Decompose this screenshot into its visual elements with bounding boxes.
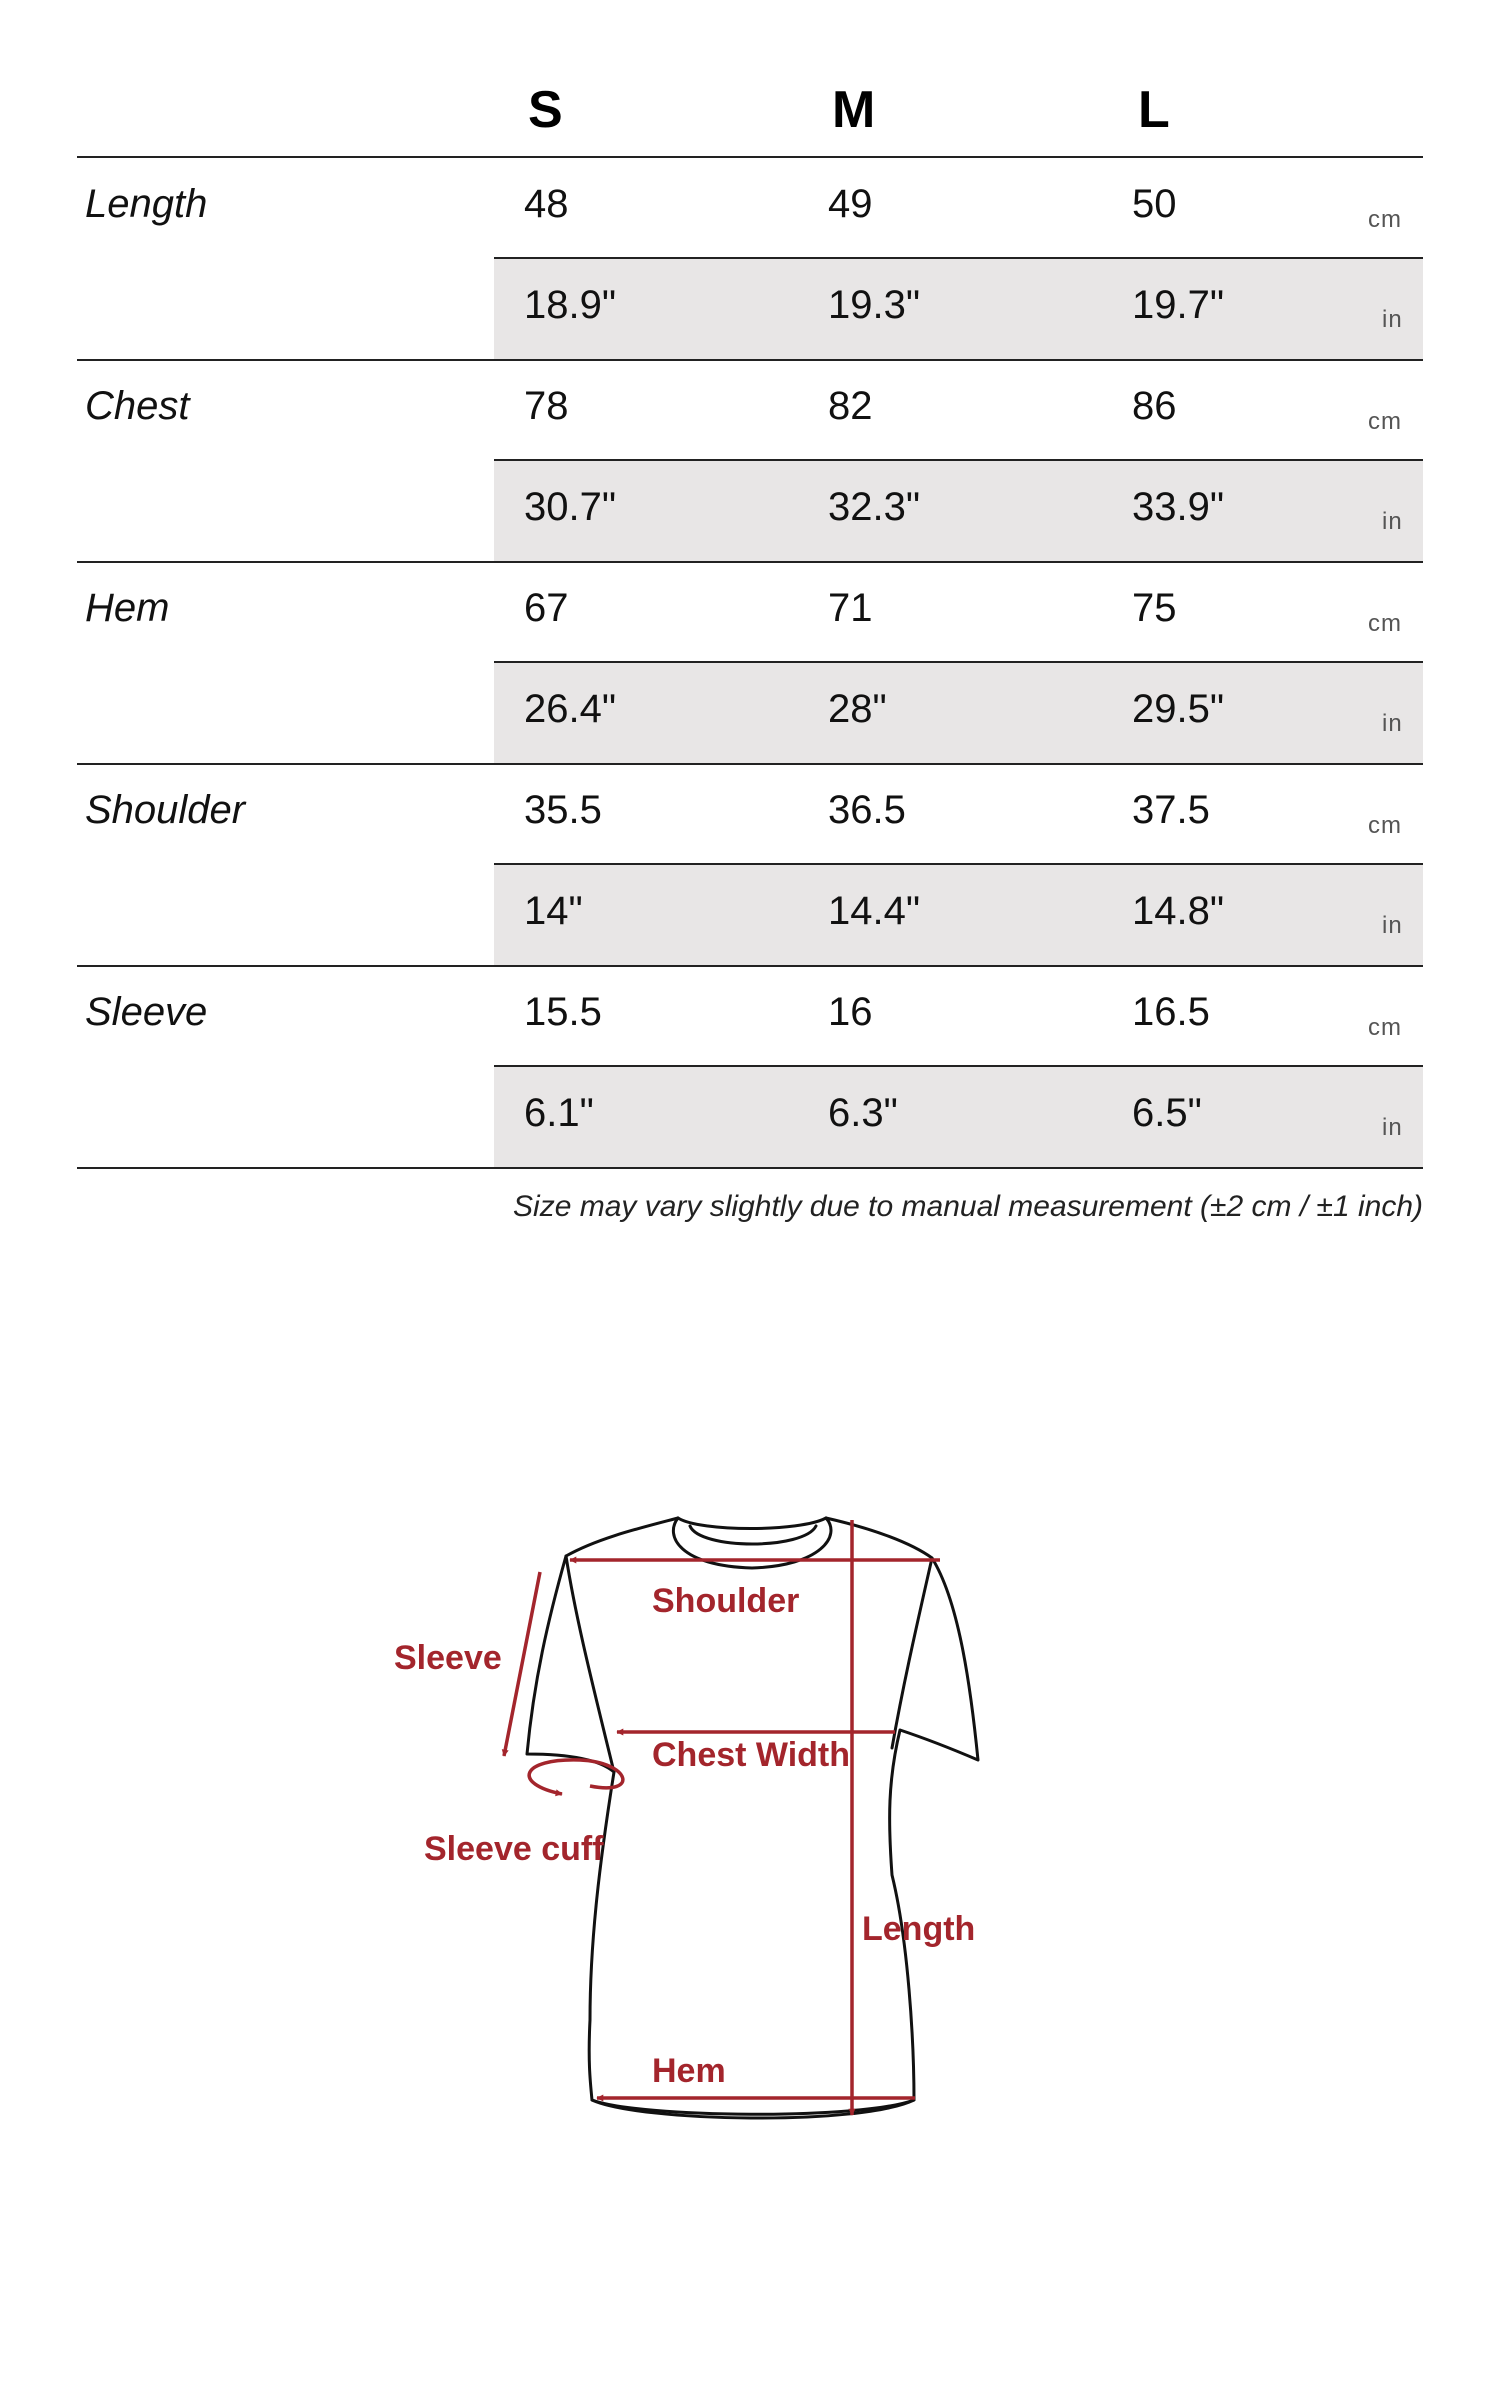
inch-row-shade bbox=[494, 864, 1423, 965]
in-cell-m: 28" bbox=[828, 687, 887, 731]
sleeve-cuff-label: Sleeve cuff bbox=[424, 1830, 604, 1868]
unit-in: in bbox=[1382, 508, 1403, 535]
cm-cell-l: 37.5 bbox=[1132, 788, 1210, 832]
cm-cell-s: 67 bbox=[524, 586, 569, 630]
in-cell-m: 14.4" bbox=[828, 889, 921, 933]
unit-cm: cm bbox=[1368, 1014, 1402, 1041]
group-rule bbox=[77, 763, 1423, 765]
cm-cell-m: 71 bbox=[828, 586, 873, 630]
in-cell-s: 26.4" bbox=[524, 687, 617, 731]
in-cell-l: 29.5" bbox=[1132, 687, 1225, 731]
armhole-left bbox=[566, 1556, 614, 1772]
cm-cell-l: 75 bbox=[1132, 586, 1177, 630]
cm-cell-m: 16 bbox=[828, 990, 873, 1034]
in-cell-s: 18.9" bbox=[524, 283, 617, 327]
tshirt-measurement-diagram bbox=[0, 1480, 1500, 2200]
cm-cell-m: 36.5 bbox=[828, 788, 906, 832]
shoulder-label: Shoulder bbox=[652, 1582, 800, 1620]
cm-cell-l: 86 bbox=[1132, 384, 1177, 428]
group-rule bbox=[77, 965, 1423, 967]
cm-cell-m: 49 bbox=[828, 182, 873, 226]
measure-label: Hem bbox=[85, 586, 170, 630]
table-top-rule bbox=[77, 156, 1423, 158]
in-cell-l: 14.8" bbox=[1132, 889, 1225, 933]
in-cell-s: 6.1" bbox=[524, 1091, 594, 1135]
size-header-m: M bbox=[832, 81, 876, 139]
measure-label: Sleeve bbox=[85, 990, 208, 1034]
length-label: Length bbox=[862, 1910, 976, 1948]
in-cell-m: 6.3" bbox=[828, 1091, 898, 1135]
armhole-right bbox=[892, 1558, 932, 1748]
inch-row-shade bbox=[494, 662, 1423, 763]
sleeve-cuff-arrow bbox=[529, 1760, 623, 1794]
row-divider bbox=[494, 459, 1423, 461]
size-header-s: S bbox=[528, 81, 563, 139]
unit-in: in bbox=[1382, 710, 1403, 737]
unit-in: in bbox=[1382, 912, 1403, 939]
inch-row-shade bbox=[494, 258, 1423, 359]
chest-width-label: Chest Width bbox=[652, 1736, 851, 1774]
cm-cell-l: 16.5 bbox=[1132, 990, 1210, 1034]
in-cell-m: 19.3" bbox=[828, 283, 921, 327]
cm-cell-s: 48 bbox=[524, 182, 569, 226]
unit-cm: cm bbox=[1368, 206, 1402, 233]
unit-cm: cm bbox=[1368, 408, 1402, 435]
sleeve-arrow bbox=[504, 1572, 540, 1756]
sleeve-label: Sleeve bbox=[394, 1639, 502, 1677]
unit-cm: cm bbox=[1368, 812, 1402, 839]
inch-row-shade bbox=[494, 460, 1423, 561]
in-cell-m: 32.3" bbox=[828, 485, 921, 529]
unit-cm: cm bbox=[1368, 610, 1402, 637]
measurement-note: Size may vary slightly due to manual measurement (±2 cm / ±1 inch) bbox=[513, 1190, 1423, 1223]
row-divider bbox=[494, 661, 1423, 663]
size-header-l: L bbox=[1138, 81, 1170, 139]
row-divider bbox=[494, 257, 1423, 259]
in-cell-s: 14" bbox=[524, 889, 583, 933]
in-cell-l: 6.5" bbox=[1132, 1091, 1202, 1135]
inch-row-shade bbox=[494, 1066, 1423, 1167]
row-divider bbox=[494, 1065, 1423, 1067]
in-cell-l: 33.9" bbox=[1132, 485, 1225, 529]
unit-in: in bbox=[1382, 1114, 1403, 1141]
table-bottom-rule bbox=[77, 1167, 1423, 1169]
cm-cell-m: 82 bbox=[828, 384, 873, 428]
hem-label: Hem bbox=[652, 2052, 726, 2090]
unit-in: in bbox=[1382, 306, 1403, 333]
cm-cell-l: 50 bbox=[1132, 182, 1177, 226]
cm-cell-s: 15.5 bbox=[524, 990, 602, 1034]
in-cell-s: 30.7" bbox=[524, 485, 617, 529]
measure-label: Length bbox=[85, 182, 208, 226]
row-divider bbox=[494, 863, 1423, 865]
shirt-collar-outer bbox=[678, 1518, 826, 1529]
in-cell-l: 19.7" bbox=[1132, 283, 1225, 327]
measure-label: Shoulder bbox=[85, 788, 246, 832]
group-rule bbox=[77, 561, 1423, 563]
measure-label: Chest bbox=[85, 384, 190, 428]
group-rule bbox=[77, 359, 1423, 361]
cm-cell-s: 78 bbox=[524, 384, 569, 428]
cm-cell-s: 35.5 bbox=[524, 788, 602, 832]
